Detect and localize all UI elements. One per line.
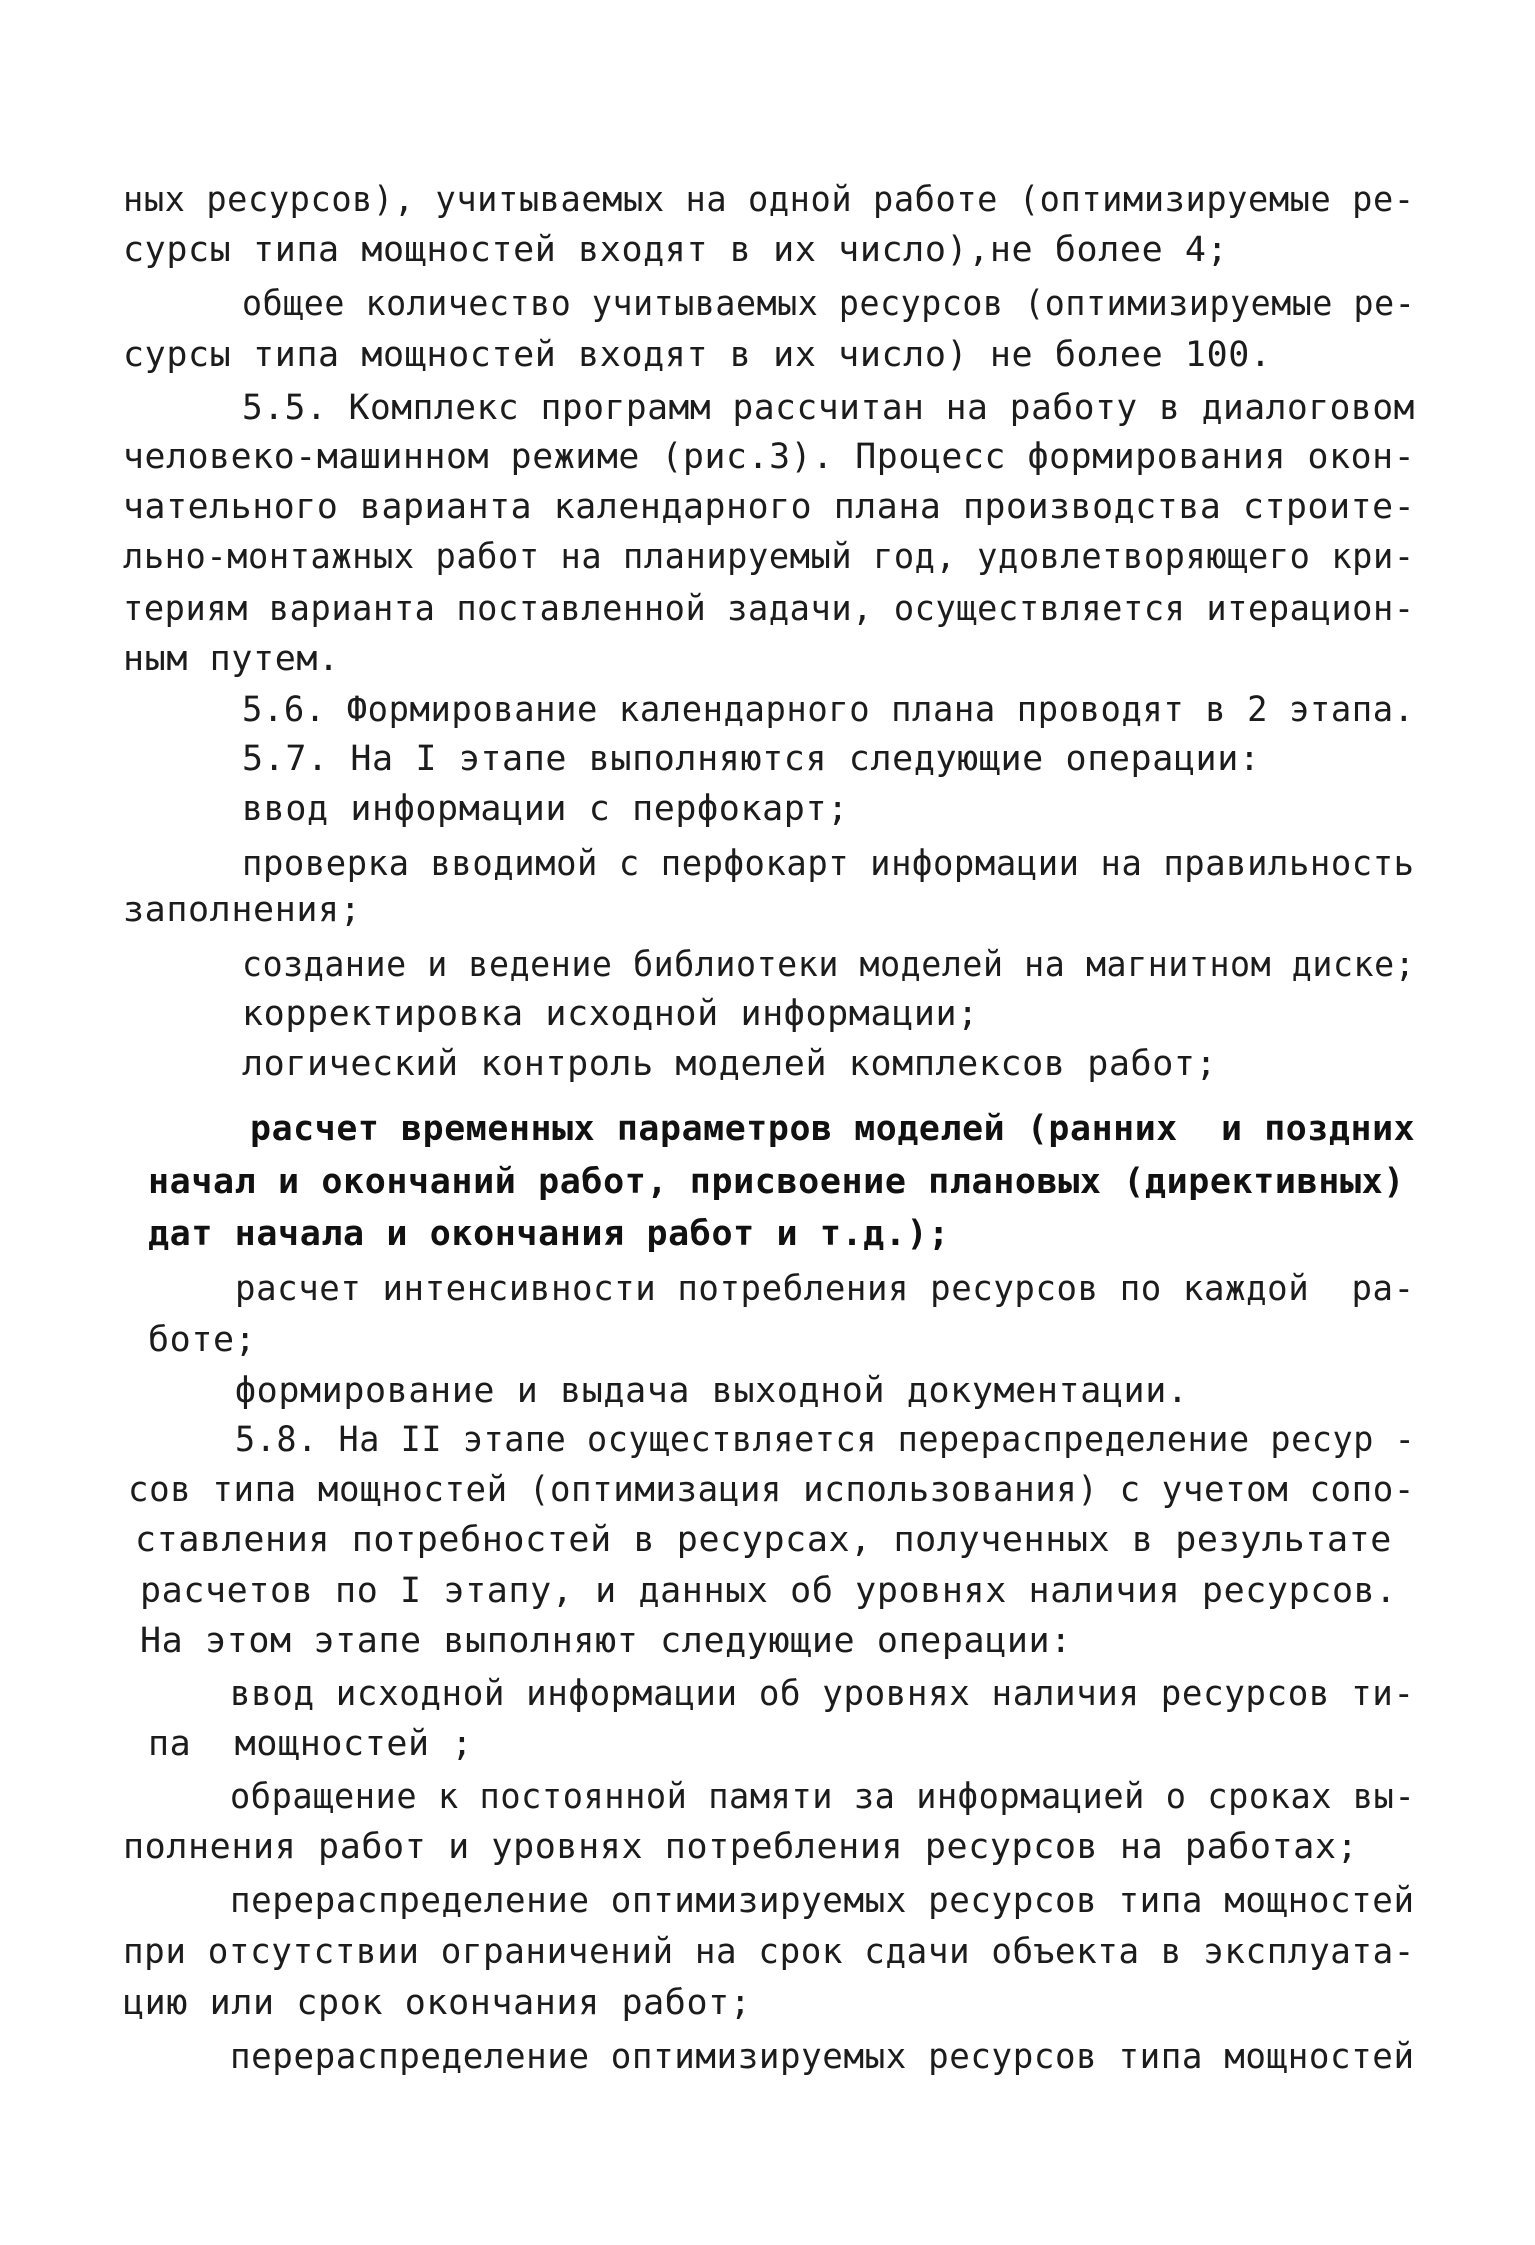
text-line: начал и окончаний работ, присвоение плановых (директивных)	[148, 1162, 1405, 1202]
text-line: заполнения;	[123, 890, 362, 930]
text-line: обращение к постоянной памяти за информацией о сроках вы-	[230, 1777, 1416, 1817]
text-line: 5.6. Формирование календарного плана проводят в 2 этапа.	[242, 690, 1415, 730]
text-line: расчет временных параметров моделей (ранних и поздних	[250, 1109, 1416, 1149]
text-line: человеко-машинном режиме (рис.3). Процесс формирования окон-	[123, 437, 1416, 477]
text-line: расчет интенсивности потребления ресурсов по каждой ра-	[235, 1269, 1415, 1309]
text-line: перераспределение оптимизируемых ресурсов типа мощностей	[230, 1881, 1415, 1921]
text-line: чательного варианта календарного плана производства строите-	[123, 487, 1416, 527]
text-line: 5.5. Комплекс программ рассчитан на работу в диалоговом	[242, 388, 1416, 428]
text-line: общее количество учитываемых ресурсов (оптимизируемые ре-	[242, 284, 1416, 324]
text-line: дат начала и окончания работ и т.д.);	[148, 1214, 950, 1254]
text-line: ных ресурсов), учитываемых на одной работе (оптимизируемые ре-	[123, 180, 1415, 220]
text-line: 5.8. На II этапе осуществляется перераспределение ресур -	[235, 1420, 1416, 1460]
text-line: расчетов по I этапу, и данных об уровнях наличия ресурсов.	[140, 1571, 1397, 1611]
text-line: сурсы типа мощностей входят в их число) не более 100.	[123, 335, 1272, 375]
text-line: формирование и выдача выходной документации.	[235, 1371, 1189, 1411]
text-line: ставления потребностей в ресурсах, полученных в результате	[135, 1520, 1392, 1560]
text-line: логический контроль моделей комплексов работ;	[242, 1044, 1218, 1084]
text-line: при отсутствии ограничений на срок сдачи объекта в эксплуата-	[123, 1932, 1415, 1972]
text-line: создание и ведение библиотеки моделей на магнитном диске;	[242, 945, 1416, 985]
text-line: 5.7. На I этапе выполняются следующие операции:	[242, 739, 1261, 779]
text-line: ввод информации с перфокарт;	[242, 789, 849, 829]
text-line: На этом этапе выполняют следующие операции:	[140, 1621, 1072, 1661]
text-line: сурсы типа мощностей входят в их число),не более 4;	[123, 230, 1229, 270]
text-line: льно-монтажных работ на планируемый год, удовлетворяющего кри-	[123, 537, 1415, 577]
text-line: териям варианта поставленной задачи, осуществляется итерацион-	[123, 589, 1415, 629]
text-line: ным путем.	[123, 639, 340, 679]
text-line: полнения работ и уровнях потребления ресурсов на работах;	[123, 1827, 1359, 1867]
text-line: корректировка исходной информации;	[242, 994, 979, 1034]
text-line: перераспределение оптимизируемых ресурсов типа мощностей	[230, 2037, 1415, 2077]
text-line: ввод исходной информации об уровнях наличия ресурсов ти-	[230, 1674, 1415, 1714]
text-line: сов типа мощностей (оптимизация использования) с учетом сопо-	[128, 1470, 1415, 1510]
text-line: па мощностей ;	[148, 1724, 474, 1764]
text-line: боте;	[148, 1320, 257, 1360]
text-line: проверка вводимой с перфокарт информации на правильность	[242, 844, 1415, 884]
text-line: цию или срок окончания работ;	[123, 1983, 752, 2023]
